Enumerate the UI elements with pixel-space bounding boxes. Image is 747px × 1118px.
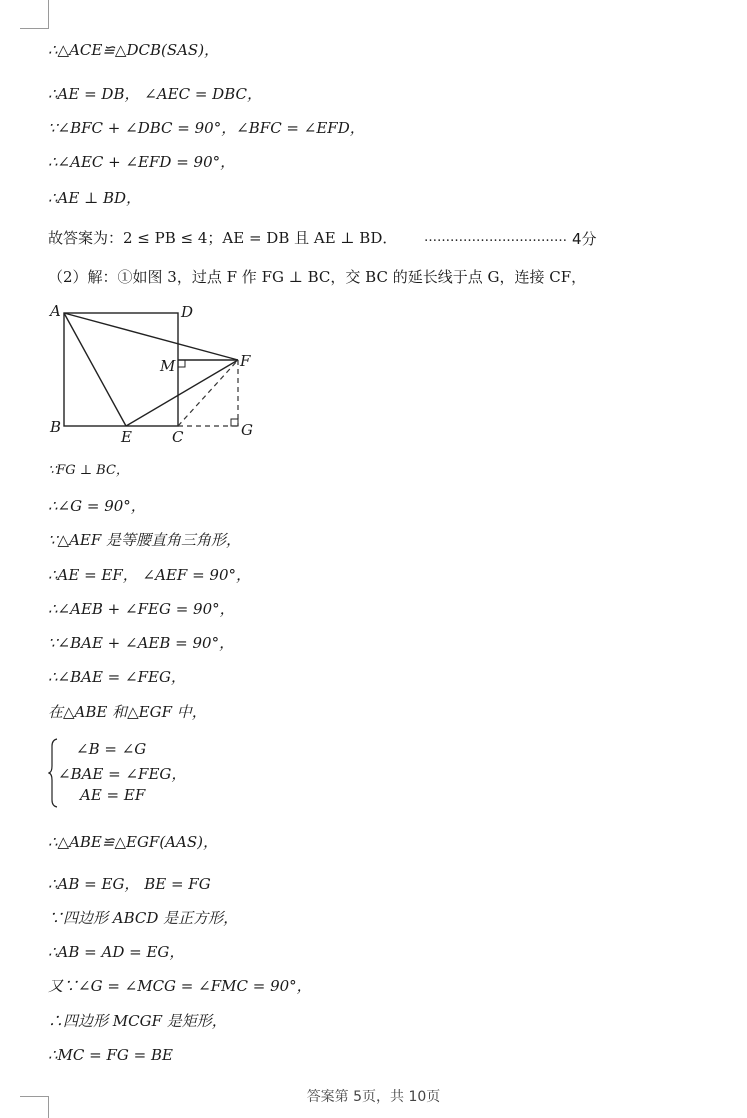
segment-ae	[64, 313, 126, 426]
system-row-2: ∠BAE = ∠FEG，	[58, 765, 187, 783]
proof-line-1: ∴△ACE≌△DCB(SAS)，	[48, 41, 220, 59]
label-a: A	[50, 302, 61, 320]
segment-cf	[178, 360, 238, 426]
system-row-1: ∠B = ∠G	[76, 740, 147, 758]
system-row-3: AE = EF	[80, 786, 146, 804]
part2-intro: （2）解：①如图 3，过点 F 作 FG ⊥ BC，交 BC 的延长线于点 G，连接 CF，	[48, 268, 587, 286]
answer-line: 故答案为：2 ≤ PB ≤ 4；AE = DB 且 AE ⊥ BD．	[48, 229, 398, 247]
proof2-line-3: ∵△AEF 是等腰直角三角形，	[48, 531, 242, 549]
proof2-line-5: ∴∠AEB + ∠FEG = 90°，	[48, 600, 235, 618]
label-d: D	[181, 303, 194, 321]
proof3-line-2: ∴AB = EG， BE = FG	[48, 875, 211, 893]
label-b: B	[50, 418, 62, 436]
proof2-line-6: ∵∠BAE + ∠AEB = 90°，	[48, 634, 235, 652]
segment-af	[64, 313, 238, 360]
proof-line-3: ∵∠BFC + ∠DBC = 90°，∠BFC = ∠EFD，	[48, 119, 365, 137]
right-angle-m	[178, 360, 185, 367]
proof-line-4: ∴∠AEC + ∠EFD = 90°，	[48, 153, 236, 171]
proof2-line-4: ∴AE = EF， ∠AEF = 90°，	[48, 566, 252, 584]
label-f: F	[240, 352, 251, 370]
label-c: C	[172, 428, 184, 446]
proof2-line-2: ∴∠G = 90°，	[48, 497, 146, 515]
proof3-line-7: ∴MC = FG = BE	[48, 1046, 173, 1064]
answer-score: 4分	[572, 230, 597, 248]
proof-line-5: ∴AE ⊥ BD，	[48, 189, 142, 207]
proof-line-2: ∴AE = DB， ∠AEC = DBC，	[48, 85, 262, 103]
label-g: G	[241, 421, 253, 439]
right-angle-g	[231, 419, 238, 426]
proof3-line-5: 又∵∠G = ∠MCG = ∠FMC = 90°，	[48, 977, 312, 995]
label-e: E	[121, 428, 132, 446]
proof3-line-4: ∴AB = AD = EG，	[48, 943, 185, 961]
geometry-figure	[40, 296, 270, 446]
proof3-line-1: ∴△ABE≌△EGF(AAS)，	[48, 833, 218, 851]
answer-dots: ……………………………	[424, 230, 567, 245]
segment-ef	[126, 360, 238, 426]
proof2-line-7: ∴∠BAE = ∠FEG，	[48, 668, 186, 686]
label-m: M	[160, 357, 176, 375]
proof3-line-3: ∵四边形 ABCD 是正方形，	[48, 909, 239, 927]
corner-mark-top	[20, 0, 49, 29]
proof3-line-6: ∴四边形 MCGF 是矩形，	[48, 1012, 227, 1030]
proof2-line-1: ∵FG ⊥ BC，	[48, 463, 129, 478]
equation-system	[48, 738, 268, 808]
page-footer: 答案第 5页，共 10页	[306, 1089, 441, 1105]
proof2-line-8: 在△ABE 和△EGF 中，	[48, 703, 207, 721]
left-brace	[48, 738, 58, 808]
